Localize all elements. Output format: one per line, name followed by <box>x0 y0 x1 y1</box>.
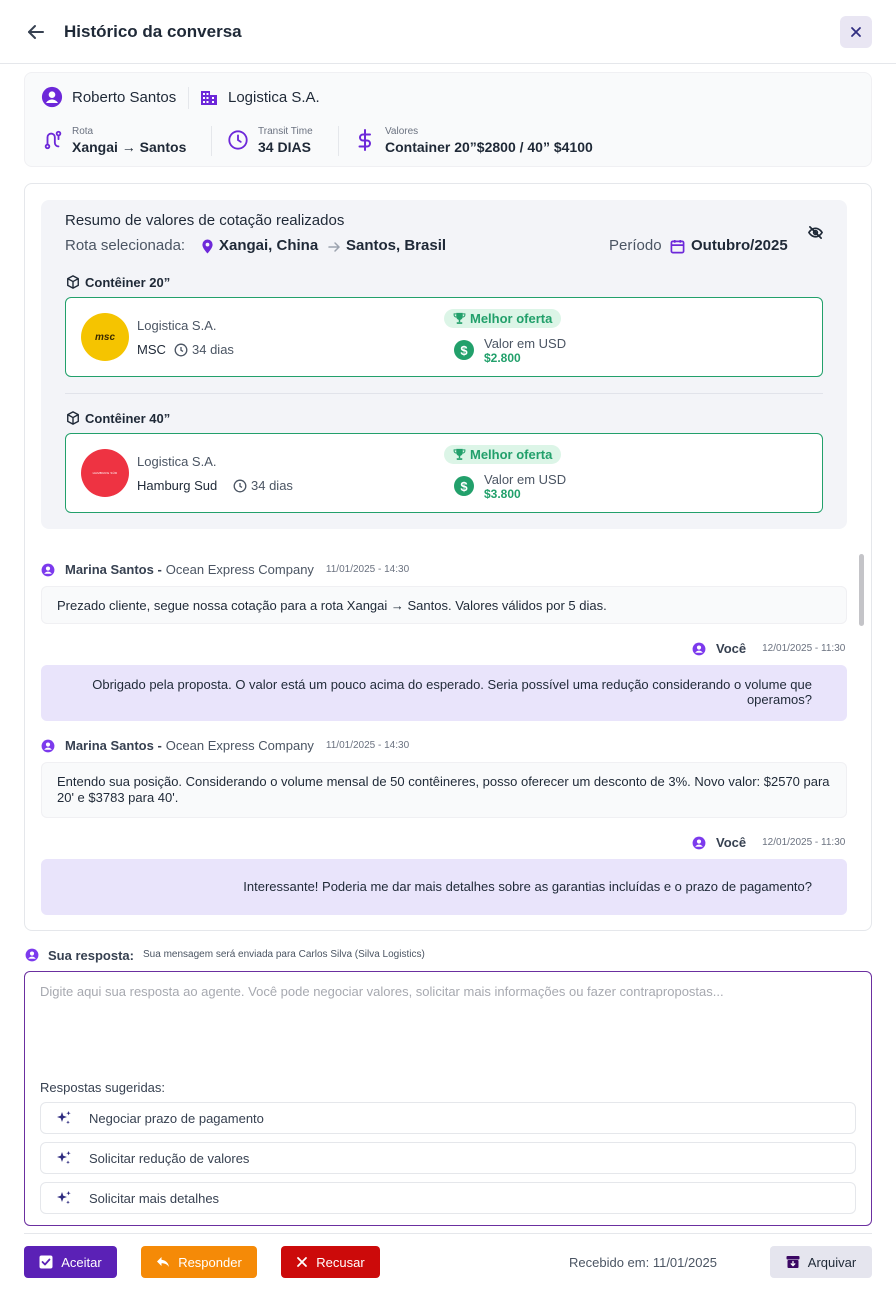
message-bubble: Prezado cliente, segue nossa cotação para a rota Xangai → Santos. Valores válidos por 5 dias. <box>41 586 847 624</box>
trophy-icon <box>453 448 466 461</box>
route-label: Rota <box>72 126 94 137</box>
received-date: Recebido em: 11/01/2025 <box>569 1255 717 1270</box>
message-time: 12/01/2025 - 11:30 <box>762 643 846 654</box>
offer-transit: 34 dias <box>174 342 234 357</box>
map-pin-icon <box>201 239 214 254</box>
carrier-logo-msc: msc <box>81 313 129 361</box>
suggestions-label: Respostas sugeridas: <box>40 1080 166 1095</box>
price-value: $2.800 <box>484 351 521 365</box>
offer-company: Logistica S.A. <box>137 454 217 469</box>
best-offer-badge: Melhor oferta <box>444 309 561 328</box>
divider <box>24 1233 872 1234</box>
message-bubble: Entendo sua posição. Considerando o volume mensal de 50 contêineres, posso oferecer um desconto de 3%. Novo valor: $2570 para 20' e $3783 para 40'. <box>41 762 847 818</box>
sparkles-icon <box>56 1110 72 1126</box>
carrier-logo-hamburg-sud: HAMBURG SÜD <box>81 449 129 497</box>
transit-value: 34 DIAS <box>258 139 311 155</box>
price-label: Valor em USD <box>484 336 567 351</box>
message-time: 11/01/2025 - 14:30 <box>325 740 410 751</box>
container-title: Contêiner 20” <box>85 275 171 290</box>
dollar-circle-icon: $ <box>454 476 474 496</box>
respond-button[interactable]: Responder <box>141 1246 257 1278</box>
chat-panel[interactable] <box>24 183 872 931</box>
message-meta <box>692 641 845 656</box>
message-author: Você <box>716 641 747 656</box>
reply-label: Sua resposta: <box>48 948 134 963</box>
contact-name: Roberto Santos <box>72 89 177 106</box>
message-company: Ocean Express Company <box>165 562 314 577</box>
message-time: 11/01/2025 - 14:30 <box>325 564 410 575</box>
reply-hint: Sua mensagem será enviada para Carlos Silva (Silva Logistics) <box>143 949 425 960</box>
eye-off-icon[interactable] <box>808 225 823 240</box>
user-circle-icon <box>41 739 55 753</box>
reject-button[interactable]: Recusar <box>281 1246 380 1278</box>
building-icon <box>199 87 219 107</box>
offer-transit: 34 dias <box>233 478 293 493</box>
reply-textarea[interactable] <box>40 984 840 1054</box>
offer-carrier: Hamburg Sud <box>137 478 218 493</box>
clock-icon <box>227 129 249 151</box>
offer-company: Logistica S.A. <box>137 318 217 333</box>
arrow-left-icon <box>24 20 48 44</box>
price-value: $3.800 <box>484 487 521 501</box>
company-name: Logistica S.A. <box>228 89 320 106</box>
box-icon <box>66 411 80 425</box>
archive-icon <box>786 1255 800 1269</box>
divider <box>211 126 212 156</box>
message-author: Marina Santos - <box>65 562 162 577</box>
sparkles-icon <box>56 1190 72 1206</box>
divider <box>65 393 823 394</box>
close-icon <box>296 1256 308 1268</box>
summary-title: Resumo de valores de cotação realizados <box>65 212 345 229</box>
user-circle-icon <box>25 948 39 962</box>
period-label: Período <box>609 237 662 254</box>
route-value: Xangai → Santos <box>72 139 187 155</box>
message-meta <box>41 738 409 753</box>
user-circle-icon <box>41 86 63 108</box>
dollar-icon <box>355 129 375 151</box>
message-bubble-own: Obrigado pela proposta. O valor está um pouco acima do esperado. Seria possível uma redução considerando o volume que operamos? <box>41 665 847 721</box>
reply-icon <box>156 1255 170 1269</box>
box-icon <box>66 275 80 289</box>
suggestion-negotiate-payment[interactable]: Negociar prazo de pagamento <box>40 1102 856 1134</box>
message-time: 12/01/2025 - 11:30 <box>762 837 846 848</box>
archive-button[interactable]: Arquivar <box>770 1246 872 1278</box>
reply-box <box>24 971 872 1226</box>
close-button[interactable] <box>840 16 872 48</box>
values-label: Valores <box>385 126 419 137</box>
quote-summary <box>41 200 847 529</box>
divider <box>338 126 339 156</box>
suggestion-more-details[interactable]: Solicitar mais detalhes <box>40 1182 856 1214</box>
message-company: Ocean Express Company <box>165 738 314 753</box>
route-icon <box>42 129 64 151</box>
transit-label: Transit Time <box>258 126 313 137</box>
period-value: Outubro/2025 <box>691 237 788 254</box>
back-button[interactable] <box>24 20 48 44</box>
price-label: Valor em USD <box>484 472 567 487</box>
clock-icon <box>233 479 247 493</box>
sparkles-icon <box>56 1150 72 1166</box>
close-icon <box>849 25 863 39</box>
check-square-icon <box>39 1255 53 1269</box>
clock-icon <box>174 343 188 357</box>
user-circle-icon <box>692 642 706 656</box>
trophy-icon <box>453 312 466 325</box>
page-title: Histórico da conversa <box>64 22 242 41</box>
header <box>0 0 896 64</box>
suggestion-reduce-values[interactable]: Solicitar redução de valores <box>40 1142 856 1174</box>
message-author: Marina Santos - <box>65 738 162 753</box>
container-title: Contêiner 40” <box>85 411 171 426</box>
message-meta <box>41 562 409 577</box>
offer-card <box>65 297 823 377</box>
scrollbar-thumb[interactable] <box>859 554 864 626</box>
dollar-circle-icon: $ <box>454 340 474 360</box>
arrow-right-icon <box>327 240 341 254</box>
values-value: Container 20”$2800 / 40” $4100 <box>385 139 593 155</box>
offer-card <box>65 433 823 513</box>
calendar-icon <box>670 239 685 254</box>
accept-button[interactable]: Aceitar <box>24 1246 117 1278</box>
user-circle-icon <box>692 836 706 850</box>
message-bubble-own: Interessante! Poderia me dar mais detalhes sobre as garantias incluídas e o prazo de pagamento? <box>41 859 847 915</box>
divider <box>188 87 189 109</box>
route-selected-label: Rota selecionada: <box>65 237 186 254</box>
best-offer-badge: Melhor oferta <box>444 445 561 464</box>
offer-carrier: MSC <box>137 342 166 357</box>
user-circle-icon <box>41 563 55 577</box>
message-author: Você <box>716 835 747 850</box>
conversation-info-card <box>24 72 872 167</box>
message-meta <box>692 835 845 850</box>
route-origin: Xangai, China <box>219 237 319 254</box>
route-destination: Santos, Brasil <box>346 237 447 254</box>
